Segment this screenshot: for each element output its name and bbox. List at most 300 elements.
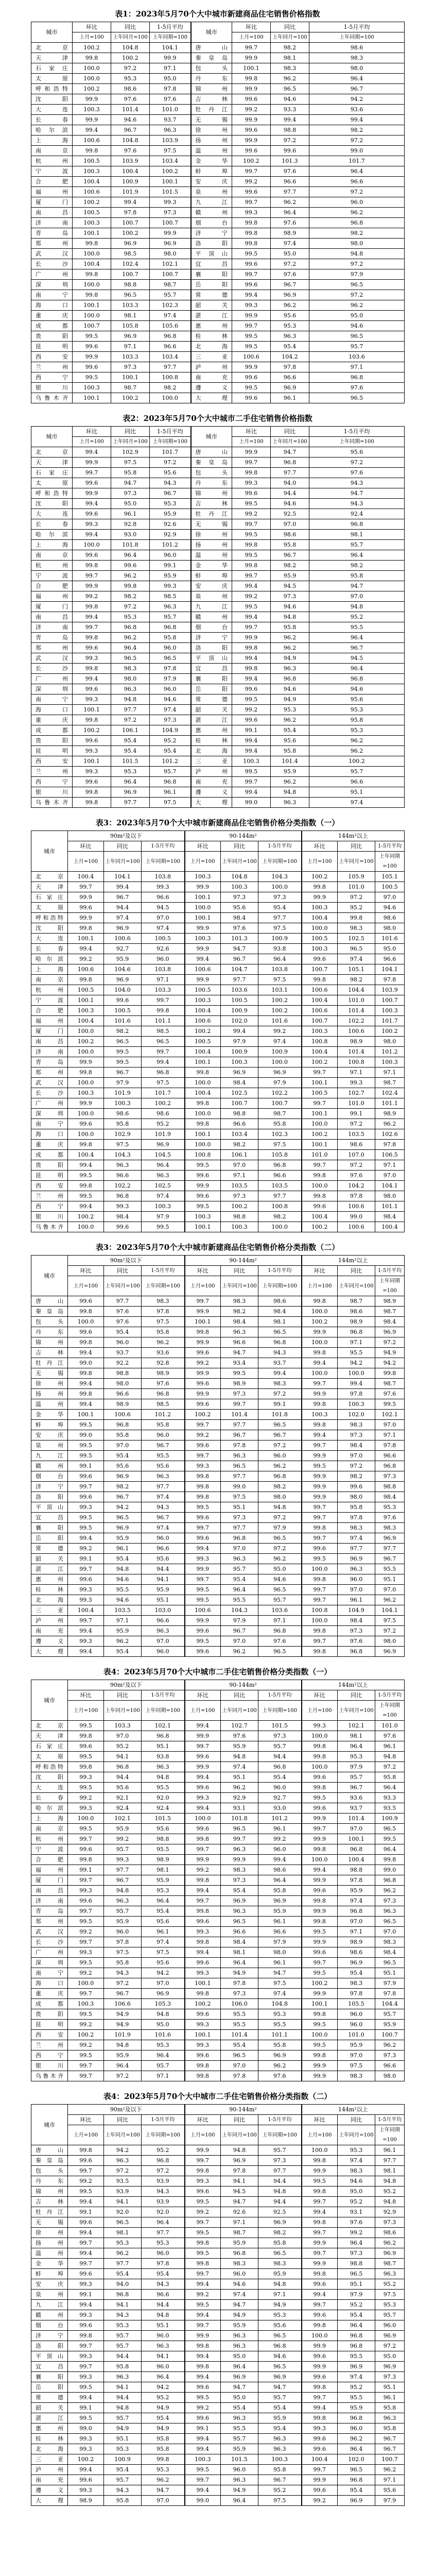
city-name-cell: 安庆 <box>191 581 232 591</box>
value-cell: 99.4 <box>68 2228 104 2238</box>
value-cell: 97.2 <box>338 1461 375 1471</box>
value-cell: 96.2 <box>309 208 405 218</box>
col-yoy-header: 同比 <box>111 427 150 437</box>
value-cell: 94.4 <box>258 2197 302 2207</box>
value-cell: 99.8 <box>232 218 271 228</box>
value-cell: 96.3 <box>271 331 309 342</box>
value-cell: 102.9 <box>111 447 150 457</box>
value-cell: 99.8 <box>68 1389 104 1399</box>
value-cell: 99.8 <box>185 2341 221 2351</box>
city-name-cell: 兰州 <box>31 2040 68 2050</box>
value-cell: 96.9 <box>104 975 142 985</box>
city-name-cell: 扬州 <box>31 2238 68 2248</box>
value-cell: 99.6 <box>68 2156 104 2166</box>
value-cell: 99.4 <box>258 1855 302 1865</box>
value-cell: 98.7 <box>375 2259 405 2269</box>
value-cell: 99.8 <box>302 1296 338 1307</box>
value-cell: 99.7 <box>142 1047 185 1057</box>
value-cell: 99.6 <box>232 684 271 694</box>
value-cell: 99.2 <box>258 1026 302 1037</box>
value-cell: 97.8 <box>142 2259 185 2269</box>
value-cell: 95.7 <box>309 767 405 777</box>
value-cell: 97.2 <box>104 2166 142 2176</box>
table-row <box>31 2259 405 2269</box>
value-cell: 98.8 <box>104 1368 142 1379</box>
value-cell: 99.3 <box>68 1803 104 1814</box>
value-cell: 99.4 <box>232 746 271 756</box>
value-cell: 99.6 <box>185 1647 221 1657</box>
value-cell: 101.8 <box>221 1814 258 1824</box>
city-name-cell: 大连 <box>31 1783 68 1793</box>
col-yoy-base: 上年同月=100 <box>111 437 150 447</box>
value-cell: 97.0 <box>104 1731 142 1741</box>
value-cell: 97.0 <box>221 1636 258 1647</box>
value-cell: 96.3 <box>221 1844 258 1855</box>
value-cell: 99.8 <box>185 1906 221 1917</box>
value-cell: 99.1 <box>338 1109 375 1119</box>
col-yoy-header: 同比 <box>104 1266 142 1276</box>
city-name-cell: 泸州 <box>191 767 232 777</box>
value-cell: 99.4 <box>68 1647 104 1657</box>
city-name-cell: 海口 <box>31 705 73 715</box>
col-ytd-header: 1-5月平均 <box>150 427 191 437</box>
col-city-header: 城市 <box>31 1680 68 1721</box>
value-cell: 99.7 <box>232 622 271 633</box>
value-cell: 92.0 <box>142 1793 185 1803</box>
city-name-cell: 厦门 <box>31 602 73 612</box>
value-cell: 95.6 <box>221 903 258 913</box>
value-cell: 96.9 <box>111 331 150 342</box>
city-name-cell: 襄阳 <box>191 269 232 280</box>
value-cell: 97.3 <box>111 488 150 499</box>
value-cell: 99.7 <box>302 1585 338 1595</box>
city-name-cell: 合肥 <box>31 1006 68 1016</box>
table-row <box>31 1160 405 1171</box>
city-name-cell: 沈阳 <box>31 923 68 934</box>
city-name-cell: 广州 <box>31 269 73 280</box>
value-cell: 100.0 <box>302 2331 338 2341</box>
value-cell: 94.2 <box>375 1358 405 1368</box>
value-cell: 97.8 <box>375 1440 405 1451</box>
value-cell: 96.2 <box>111 571 150 581</box>
value-cell: 105.1 <box>375 872 405 882</box>
value-cell: 96.6 <box>271 372 309 383</box>
table-row <box>31 715 405 725</box>
value-cell: 97.4 <box>142 1937 185 1947</box>
value-cell: 97.5 <box>104 1947 142 1958</box>
value-cell: 99.5 <box>68 1917 104 1927</box>
value-cell: 99.9 <box>185 1337 221 1348</box>
value-cell: 99.6 <box>185 2413 221 2424</box>
table-row <box>31 1471 405 1482</box>
value-cell: 99.6 <box>73 509 111 519</box>
value-cell: 95.9 <box>104 1824 142 1834</box>
city-name-cell: 哈尔滨 <box>31 125 73 135</box>
value-cell: 92.4 <box>142 1803 185 1814</box>
value-cell: 94.6 <box>271 602 309 612</box>
value-cell: 100.2 <box>185 1410 221 1420</box>
value-cell: 99.9 <box>302 1492 338 1502</box>
table-row <box>31 1368 405 1379</box>
value-cell: 99.7 <box>185 1523 221 1533</box>
value-cell: 99.6 <box>302 2372 338 2382</box>
city-name-cell: 济宁 <box>191 228 232 239</box>
value-cell: 95.2 <box>338 2300 375 2310</box>
value-cell: 97.8 <box>142 1307 185 1317</box>
city-name-cell: 郑州 <box>31 239 73 249</box>
value-cell: 99.3 <box>150 581 191 591</box>
value-cell: 95.5 <box>309 622 405 633</box>
value-cell: 99.6 <box>302 2485 338 2496</box>
value-cell: 96.8 <box>338 1906 375 1917</box>
value-cell: 102.5 <box>142 1181 185 1191</box>
col-ytd-header-right: 1-5月平均 <box>309 427 405 437</box>
value-cell: 97.2 <box>258 1389 302 1399</box>
col-group-header-3: 144m²以上 <box>302 831 405 841</box>
value-cell: 97.5 <box>142 1947 185 1958</box>
col-mom-base: 上月=100 <box>68 2125 104 2145</box>
value-cell: 99.5 <box>185 1160 221 1171</box>
value-cell: 100.4 <box>185 1088 221 1098</box>
value-cell: 99.5 <box>68 1171 104 1181</box>
city-name-cell: 济南 <box>31 218 73 228</box>
value-cell: 104.2 <box>271 352 309 362</box>
value-cell: 99.6 <box>68 2269 104 2279</box>
value-cell: 99.4 <box>302 1865 338 1875</box>
table-row <box>31 2166 405 2176</box>
value-cell: 94.8 <box>258 2187 302 2197</box>
value-cell: 99.3 <box>185 1927 221 1937</box>
value-cell: 98.6 <box>309 43 405 53</box>
value-cell: 98.0 <box>309 239 405 249</box>
value-cell: 99.7 <box>68 2166 104 2176</box>
value-cell: 97.7 <box>104 1865 142 1875</box>
table-row <box>31 488 405 499</box>
value-cell: 100.0 <box>258 1057 302 1067</box>
value-cell: 99.4 <box>185 2372 221 2382</box>
value-cell: 97.5 <box>111 457 150 468</box>
value-cell: 99.9 <box>302 1451 338 1461</box>
value-cell: 95.8 <box>258 1886 302 1896</box>
value-cell: 97.6 <box>258 1636 302 1647</box>
value-cell: 99.3 <box>73 767 111 777</box>
col-ytd-base: 上年同期=100 <box>258 852 302 872</box>
value-cell: 99.9 <box>302 1814 338 1824</box>
value-cell: 96.8 <box>338 2413 375 2424</box>
value-cell: 94.9 <box>142 2403 185 2413</box>
city-name-cell: 烟台 <box>191 622 232 633</box>
value-cell: 97.5 <box>258 1140 302 1150</box>
value-cell: 95.7 <box>104 1844 142 1855</box>
city-name-cell: 济宁 <box>31 1482 68 1492</box>
value-cell: 98.1 <box>375 2166 405 2176</box>
table2-title: 表2：2023年5月70个大中城市二手住宅销售价格指数 <box>123 414 312 423</box>
value-cell: 96.0 <box>150 550 191 561</box>
value-cell: 100.0 <box>302 1564 338 1574</box>
city-name-cell: 天津 <box>31 457 73 468</box>
value-cell: 100.8 <box>302 1605 338 1616</box>
value-cell: 99.9 <box>232 633 271 643</box>
value-cell: 100.0 <box>185 1078 221 1088</box>
value-cell: 96.8 <box>258 1337 302 1348</box>
value-cell: 98.2 <box>221 1307 258 1317</box>
value-cell: 95.0 <box>375 944 405 954</box>
value-cell: 99.4 <box>185 1772 221 1783</box>
value-cell: 98.1 <box>142 1865 185 1875</box>
value-cell: 95.3 <box>309 725 405 736</box>
value-cell: 98.1 <box>111 311 150 321</box>
value-cell: 99.2 <box>185 1358 221 1368</box>
value-cell: 97.5 <box>375 1616 405 1626</box>
table-row <box>31 767 405 777</box>
value-cell: 98.6 <box>258 1865 302 1875</box>
city-name-cell: 乌鲁木齐 <box>31 393 73 403</box>
value-cell: 94.6 <box>150 694 191 705</box>
value-cell: 96.1 <box>104 1544 142 1554</box>
value-cell: 100.0 <box>68 1109 104 1119</box>
value-cell: 99.5 <box>185 1636 221 1647</box>
value-cell: 99.9 <box>302 2071 338 2081</box>
value-cell: 100.1 <box>68 1410 104 1420</box>
city-name-cell: 武汉 <box>31 1927 68 1937</box>
value-cell: 95.0 <box>221 2351 258 2362</box>
value-cell: 96.9 <box>221 1896 258 1906</box>
city-name-cell: 南昌 <box>31 612 73 622</box>
city-name-cell: 银川 <box>31 1212 68 1222</box>
value-cell: 96.8 <box>375 1461 405 1471</box>
value-cell: 99.8 <box>73 146 111 156</box>
value-cell: 100.3 <box>302 1410 338 1420</box>
value-cell: 97.1 <box>221 2217 258 2228</box>
value-cell: 94.8 <box>104 2403 142 2413</box>
value-cell: 96.3 <box>271 664 309 674</box>
value-cell: 100.1 <box>73 228 111 239</box>
table-row <box>31 1026 405 1037</box>
value-cell: 96.5 <box>258 1327 302 1337</box>
value-cell: 101.4 <box>338 1006 375 1016</box>
value-cell: 104.7 <box>221 964 258 975</box>
value-cell: 96.8 <box>338 2475 375 2485</box>
value-cell: 97.0 <box>375 1585 405 1595</box>
value-cell: 99.6 <box>185 2382 221 2393</box>
value-cell: 99.8 <box>73 798 111 808</box>
value-cell: 94.6 <box>271 684 309 694</box>
value-cell: 99.9 <box>73 352 111 362</box>
value-cell: 97.2 <box>271 259 309 269</box>
city-name-cell: 上海 <box>31 540 73 550</box>
value-cell: 95.7 <box>104 2475 142 2485</box>
value-cell: 96.0 <box>338 1574 375 1585</box>
city-name-cell: 徐州 <box>31 2228 68 2238</box>
value-cell: 100.0 <box>73 249 111 259</box>
table-row <box>31 1875 405 1886</box>
value-cell: 99.8 <box>73 561 111 571</box>
city-name-cell: 烟台 <box>31 1471 68 1482</box>
value-cell: 95.6 <box>142 1958 185 1968</box>
value-cell: 100.0 <box>68 1222 104 1232</box>
value-cell: 99.2 <box>68 954 104 964</box>
city-name-cell: 石家庄 <box>31 892 68 903</box>
value-cell: 95.9 <box>271 767 309 777</box>
table-row <box>31 913 405 923</box>
col-group-header-1: 90m²及以下 <box>68 1680 185 1690</box>
value-cell: 100.4 <box>302 1047 338 1057</box>
value-cell: 100.2 <box>73 725 111 736</box>
value-cell: 98.6 <box>258 1296 302 1307</box>
value-cell: 100.3 <box>375 1057 405 1067</box>
value-cell: 99.3 <box>68 1502 104 1513</box>
table-row <box>31 1037 405 1047</box>
value-cell: 97.3 <box>375 1471 405 1482</box>
value-cell: 100.6 <box>104 1410 142 1420</box>
value-cell: 99.8 <box>302 2009 338 2020</box>
table-row <box>31 2020 405 2030</box>
table-row <box>31 1636 405 1647</box>
value-cell: 99.6 <box>73 342 111 352</box>
value-cell: 97.0 <box>375 1927 405 1937</box>
value-cell: 97.6 <box>150 94 191 105</box>
value-cell: 99.0 <box>185 2496 221 2506</box>
table-row <box>31 746 405 756</box>
value-cell: 99.9 <box>185 2145 221 2156</box>
city-name-cell: 长春 <box>31 115 73 125</box>
value-cell: 99.8 <box>185 1875 221 1886</box>
city-name-cell: 杭州 <box>31 985 68 995</box>
value-cell: 97.4 <box>338 1896 375 1906</box>
table-row <box>31 393 405 403</box>
table-row <box>31 684 405 694</box>
value-cell: 94.1 <box>142 1574 185 1585</box>
value-cell: 97.8 <box>375 975 405 985</box>
city-name-cell: 昆明 <box>31 1171 68 1181</box>
value-cell: 95.9 <box>104 1533 142 1544</box>
value-cell: 103.6 <box>221 985 258 995</box>
value-cell: 100.0 <box>185 903 221 913</box>
table-row <box>31 2050 405 2061</box>
value-cell: 98.4 <box>375 1492 405 1502</box>
table-row <box>31 2413 405 2424</box>
value-cell: 99.4 <box>232 612 271 622</box>
value-cell: 99.3 <box>68 2310 104 2320</box>
table3b-body <box>31 1296 405 1657</box>
value-cell: 98.3 <box>258 2259 302 2269</box>
value-cell: 99.9 <box>185 1616 221 1626</box>
city-name-cell: 温州 <box>31 2248 68 2259</box>
city-name-cell: 石家庄 <box>31 1741 68 1752</box>
value-cell: 101.6 <box>375 934 405 944</box>
value-cell: 97.5 <box>104 1140 142 1150</box>
value-cell: 97.1 <box>338 1337 375 1348</box>
table-row <box>31 612 405 622</box>
value-cell: 96.4 <box>111 550 150 561</box>
value-cell: 99.7 <box>185 2156 221 2166</box>
value-cell: 96.5 <box>338 2269 375 2279</box>
value-cell: 100.5 <box>68 985 104 995</box>
value-cell: 99.5 <box>104 1057 142 1067</box>
value-cell: 102.7 <box>221 1721 258 1731</box>
col-city-header-right: 城市 <box>191 22 232 43</box>
value-cell: 94.8 <box>221 1752 258 1762</box>
value-cell: 100.3 <box>232 756 271 767</box>
value-cell: 99.4 <box>185 2351 221 2362</box>
table-row <box>31 923 405 934</box>
col-ytd-base: 上年同期=100 <box>375 2125 405 2145</box>
value-cell: 96.5 <box>221 1824 258 1834</box>
value-cell: 93.9 <box>142 2197 185 2207</box>
value-cell: 95.8 <box>104 1430 142 1440</box>
value-cell: 99.6 <box>185 1958 221 1968</box>
city-name-cell: 牡丹江 <box>191 509 232 519</box>
value-cell: 100.1 <box>185 913 221 923</box>
value-cell: 96.3 <box>375 1906 405 1917</box>
value-cell: 98.5 <box>150 591 191 602</box>
value-cell: 99.7 <box>68 1937 104 1947</box>
table-row <box>31 2444 405 2454</box>
value-cell: 100.0 <box>73 74 111 84</box>
table-row <box>31 1379 405 1389</box>
city-name-cell: 南昌 <box>31 1886 68 1896</box>
value-cell: 100.5 <box>302 1088 338 1098</box>
value-cell: 97.4 <box>104 913 142 923</box>
value-cell: 98.2 <box>104 1482 142 1492</box>
value-cell: 100.1 <box>232 63 271 74</box>
value-cell: 102.0 <box>221 1016 258 1026</box>
city-name-cell: 南京 <box>31 1824 68 1834</box>
table-row <box>31 2351 405 2362</box>
value-cell: 95.4 <box>104 2269 142 2279</box>
col-ytd-header: 1-5月平均 <box>142 1266 185 1276</box>
value-cell: 99.5 <box>68 1958 104 1968</box>
value-cell: 99.8 <box>73 602 111 612</box>
value-cell: 95.8 <box>271 622 309 633</box>
table-row <box>31 218 405 228</box>
value-cell: 99.0 <box>68 1358 104 1368</box>
value-cell: 99.6 <box>68 2475 104 2485</box>
value-cell: 97.2 <box>258 1440 302 1451</box>
value-cell: 96.9 <box>104 1523 142 1533</box>
table-row <box>31 269 405 280</box>
value-cell: 95.7 <box>150 612 191 622</box>
value-cell: 94.7 <box>309 581 405 591</box>
value-cell: 104.8 <box>111 43 150 53</box>
value-cell: 98.6 <box>338 1307 375 1317</box>
table-row <box>31 1212 405 1222</box>
value-cell: 98.2 <box>111 591 150 602</box>
city-name-cell: 西安 <box>31 2030 68 2040</box>
col-ytd-header: 1-5月平均 <box>258 2115 302 2125</box>
value-cell: 97.6 <box>271 218 309 228</box>
value-cell: 96.0 <box>258 1844 302 1855</box>
value-cell: 96.8 <box>271 457 309 468</box>
value-cell: 99.8 <box>185 1471 221 1482</box>
value-cell: 99.8 <box>68 1368 104 1379</box>
value-cell: 98.3 <box>338 1420 375 1430</box>
value-cell: 106.6 <box>104 1999 142 2009</box>
value-cell: 97.1 <box>258 1616 302 1626</box>
table-row <box>31 1865 405 1875</box>
value-cell: 99.9 <box>302 2362 338 2372</box>
value-cell: 93.7 <box>150 115 191 125</box>
value-cell: 99.4 <box>68 1160 104 1171</box>
value-cell: 98.2 <box>258 2228 302 2238</box>
value-cell: 95.1 <box>221 1502 258 1513</box>
city-name-cell: 乌鲁木齐 <box>31 1222 68 1232</box>
value-cell: 99.5 <box>185 1201 221 1212</box>
value-cell: 96.2 <box>142 2475 185 2485</box>
value-cell: 104.1 <box>375 964 405 975</box>
city-name-cell: 吉林 <box>191 94 232 105</box>
value-cell: 100.5 <box>142 934 185 944</box>
